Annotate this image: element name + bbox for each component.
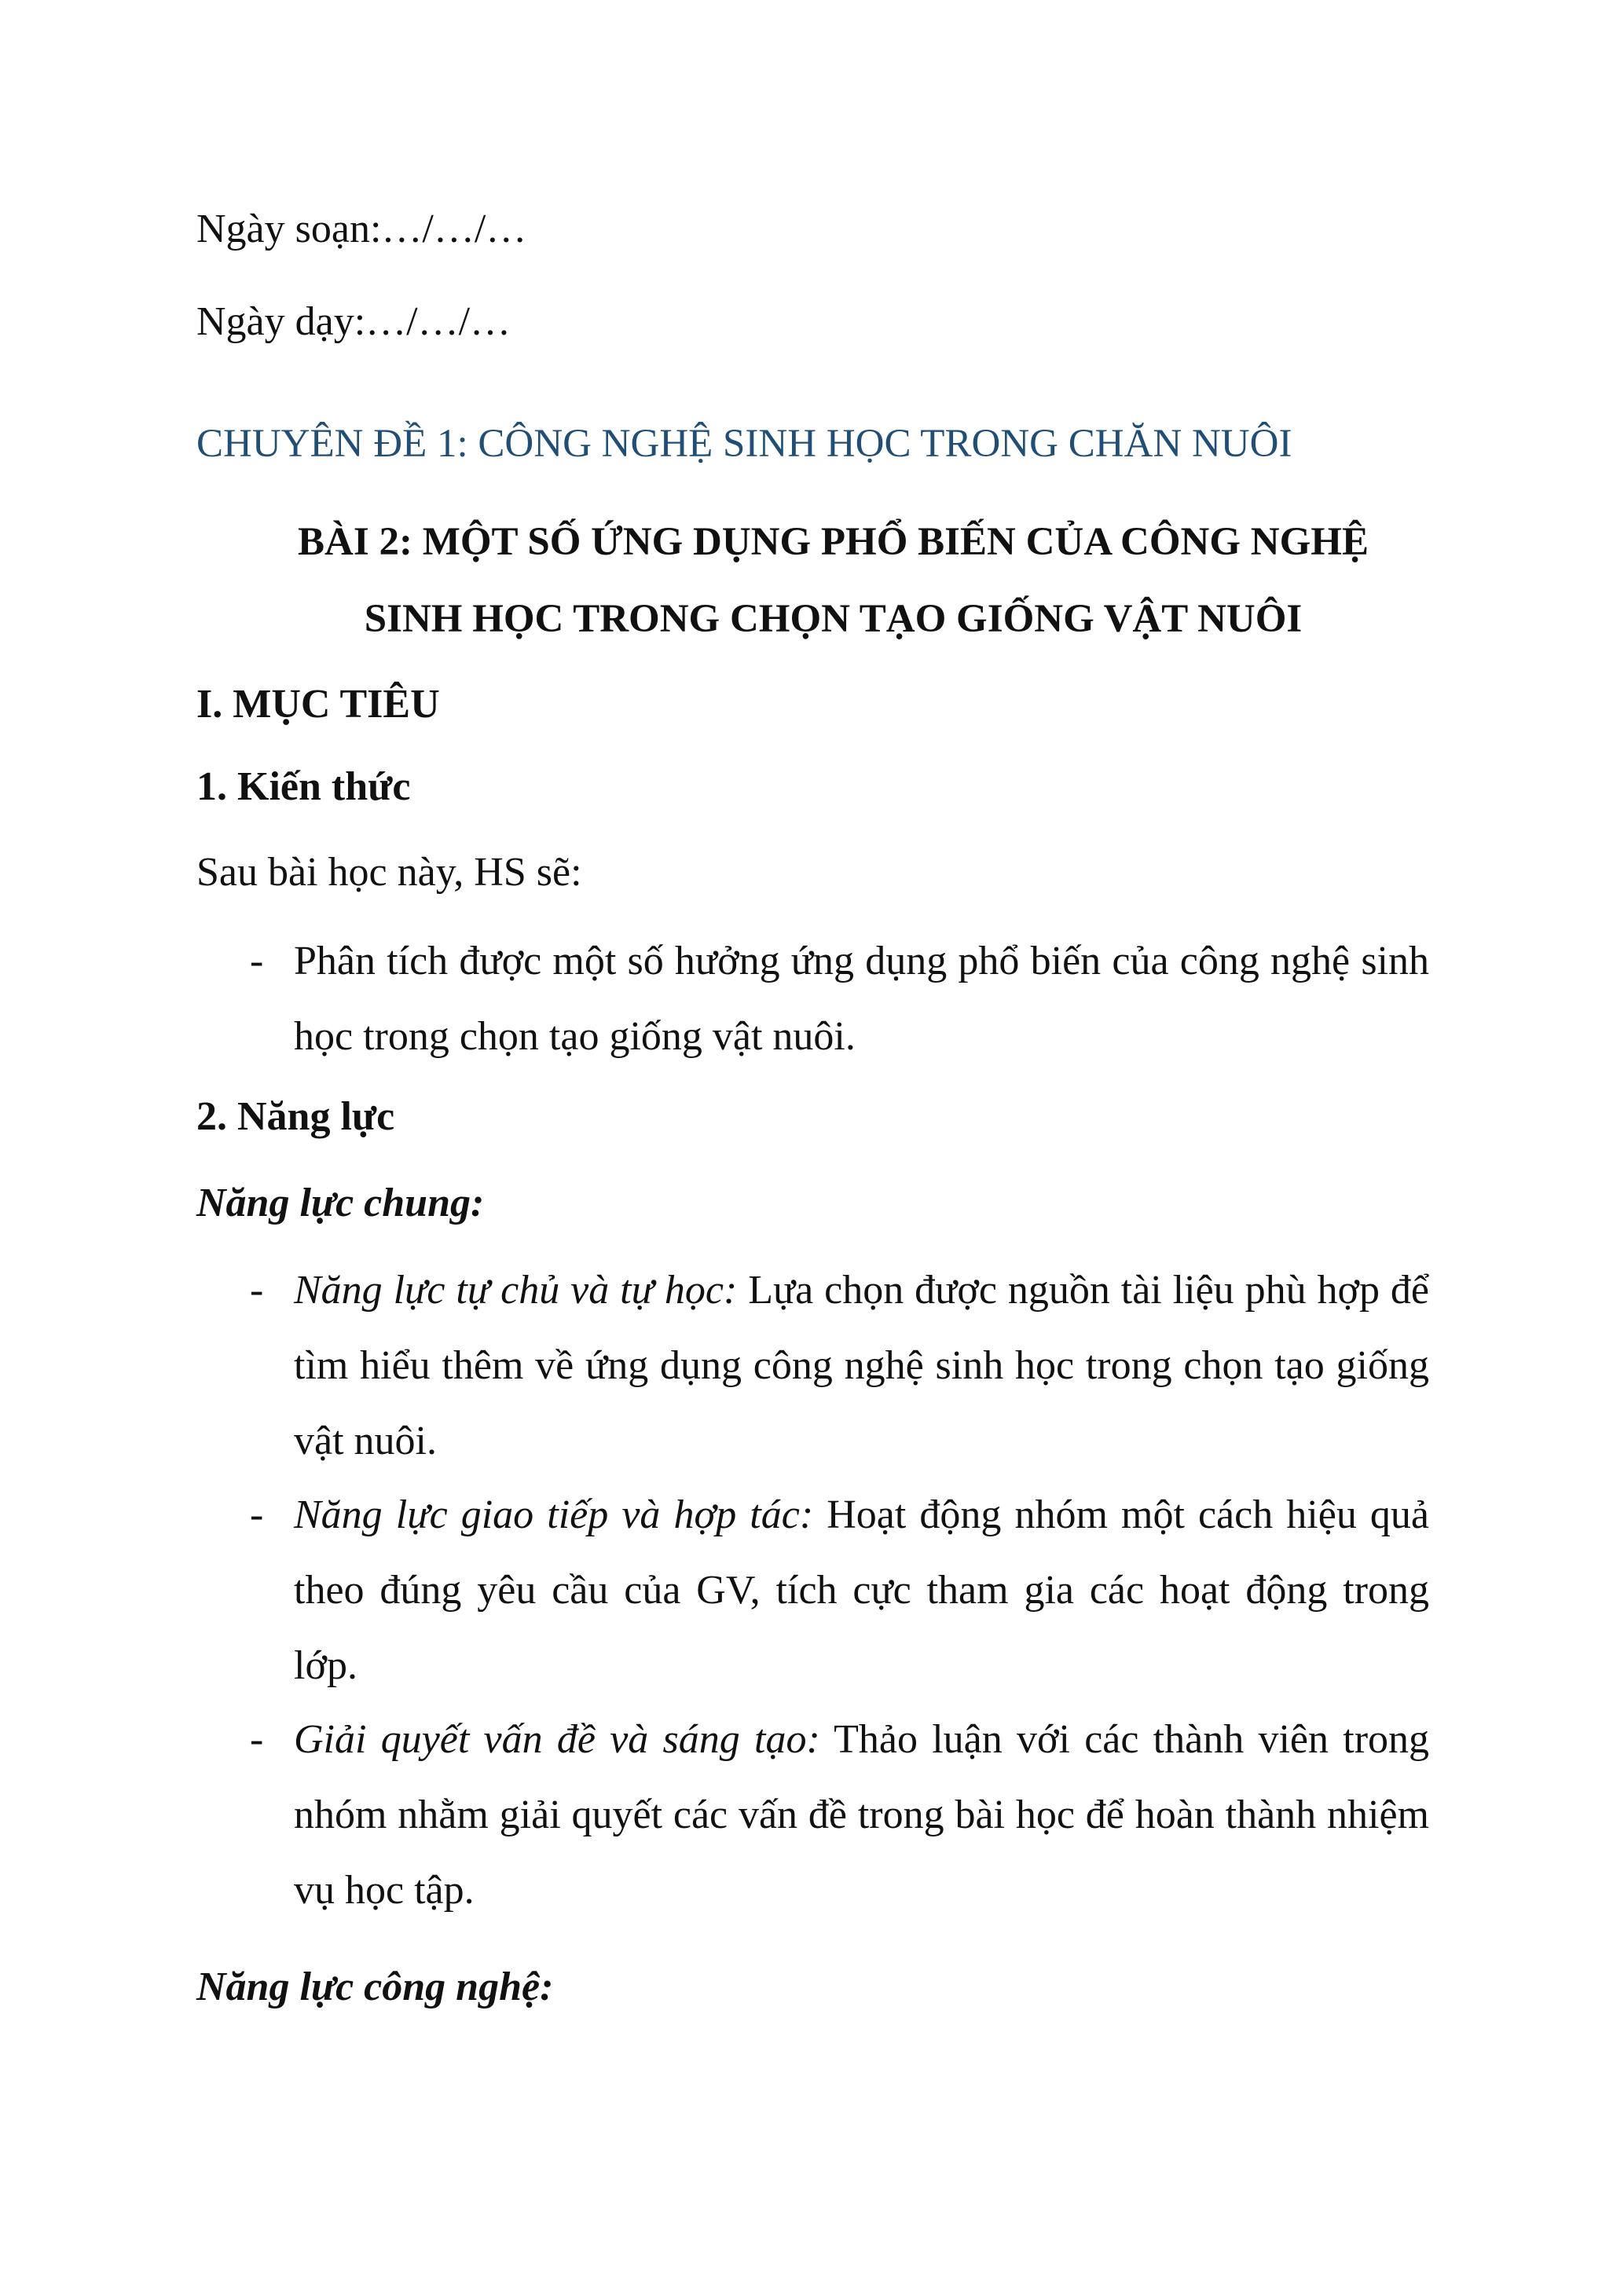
general-item-2 [294, 1478, 1429, 1704]
general-item-3 [294, 1702, 1429, 1928]
general-item-1-dash: - [250, 1268, 264, 1313]
date-prepared: Ngày soạn:…/…/… [196, 207, 527, 251]
competence-heading: 2. Năng lực [196, 1094, 395, 1139]
date-taught: Ngày dạy:…/…/… [196, 299, 511, 344]
knowledge-item-text: Phân tích được một số hưởng ứng dụng phổ biến của công nghệ sinh học trong chọn tạo giống vật nuôi. [294, 939, 1429, 1059]
lesson-title-line-2: SINH HỌC TRONG CHỌN TẠO GIỐNG VẬT NUÔI [364, 597, 1303, 641]
general-item-2-dash: - [250, 1492, 264, 1537]
general-item-3-dash: - [250, 1717, 264, 1762]
general-item-1-text: Lựa chọn được nguồn tài liệu phù hợp để tìm hiểu thêm về ứng dụng công nghệ sinh học trong chọn tạo giống vật nuôi. [294, 1268, 1429, 1463]
knowledge-intro: Sau bài học này, HS sẽ: [196, 850, 582, 895]
general-competence-heading: Năng lực chung: [196, 1181, 485, 1225]
general-item-2-text: Hoạt động nhóm một cách hiệu quả theo đúng yêu cầu của GV, tích cực tham gia các hoạt động trong lớp. [294, 1492, 1429, 1688]
lesson-title-line-1: BÀI 2: MỘT SỐ ỨNG DỤNG PHỔ BIẾN CỦA CÔNG NGHỆ [298, 520, 1369, 564]
knowledge-item-dash: - [250, 939, 264, 983]
general-item-3-text: Thảo luận với các thành viên trong nhóm nhằm giải quyết các vấn đề trong bài học để hoàn thành nhiệm vụ học tập. [294, 1717, 1430, 1913]
section-objectives-heading: I. MỤC TIÊU [196, 682, 440, 727]
general-item-2-lead: Năng lực giao tiếp và hợp tác: [294, 1492, 814, 1537]
knowledge-heading: 1. Kiến thức [196, 764, 411, 809]
general-item-1-lead: Năng lực tự chủ và tự học: [294, 1268, 738, 1313]
technology-competence-heading: Năng lực công nghệ: [196, 1965, 554, 2009]
general-item-3-lead: Giải quyết vấn đề và sáng tạo: [294, 1717, 820, 1762]
general-item-1 [294, 1253, 1429, 1479]
topic-title: CHUYÊN ĐỀ 1: CÔNG NGHỆ SINH HỌC TRONG CHĂN NUÔI [196, 422, 1292, 466]
